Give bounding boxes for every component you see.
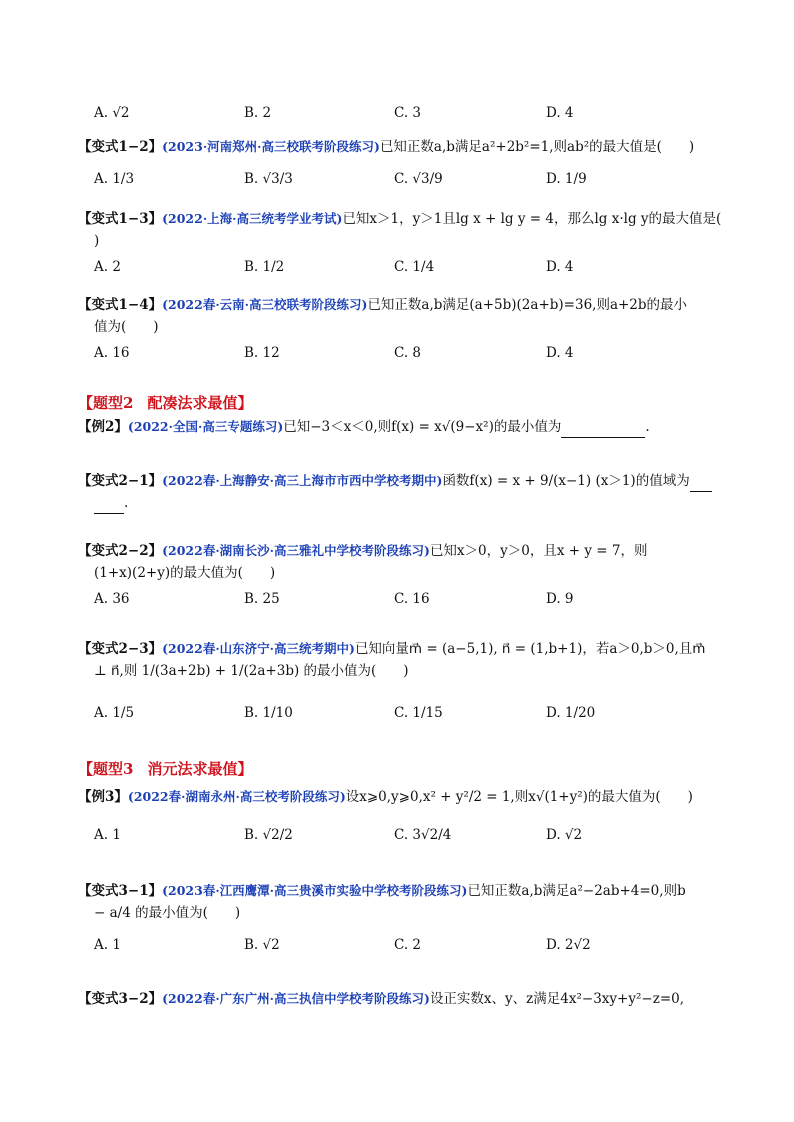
option-b: B. 1/10 — [244, 705, 293, 721]
question-tag: 【变式2−3】 — [78, 641, 163, 657]
question-source: (2022·全国·高三专题练习) — [127, 419, 284, 434]
option-b: B. √2 — [244, 937, 280, 953]
option-c: C. 1/15 — [394, 705, 443, 721]
question-text-continued: 值为( ) — [94, 319, 159, 335]
option-d: D. √2 — [546, 827, 583, 843]
heading-label: 【题型3 — [78, 760, 134, 778]
question-text: 函数f(x) = x + 9/(x−1) (x＞1)的值域为 — [442, 473, 690, 489]
question-text: 已知正数a,b满足(a+5b)(2a+b)=36,则a+2b的最小 — [367, 297, 688, 313]
option-b: B. √2/2 — [244, 827, 293, 843]
question-source: (2023·河南郑州·高三校联考阶段练习) — [162, 139, 380, 154]
options-example-3 — [94, 820, 734, 850]
option-d: D. 1/9 — [546, 171, 587, 187]
options-variant-1-2 — [94, 164, 734, 194]
heading-label: 【题型2 — [78, 394, 134, 412]
option-c: C. 2 — [394, 937, 422, 953]
question-example-3 — [78, 786, 728, 808]
options-variant-2-3 — [94, 698, 734, 728]
option-b: B. 12 — [244, 345, 280, 361]
section-heading-type-2 — [78, 392, 252, 413]
option-c: C. 8 — [394, 345, 422, 361]
option-d: D. 4 — [546, 105, 574, 121]
option-a: A. 2 — [94, 259, 121, 275]
question-source: (2022春·广东广州·高三执信中学校考阶段练习) — [162, 991, 430, 1006]
option-a: A. 1/5 — [94, 705, 135, 721]
question-text-continued: ⊥ n⃗,则 1/(3a+2b) + 1/(2a+3b) 的最小值为( ) — [94, 663, 409, 679]
option-d: D. 4 — [546, 345, 574, 361]
question-text: 已知x＞0，y＞0，且x + y = 7，则 — [429, 543, 648, 559]
option-d: D. 4 — [546, 259, 574, 275]
question-text-continued: − a/4 的最小值为( ) — [94, 905, 241, 921]
answer-blank[interactable] — [561, 423, 645, 438]
option-c: C. 1/4 — [394, 259, 435, 275]
question-source: (2022春·山东济宁·高三统考期中) — [162, 641, 355, 656]
question-variant-1-3 — [78, 208, 728, 252]
option-b: B. 2 — [244, 105, 272, 121]
question-variant-3-2 — [78, 988, 728, 1010]
heading-title: 配凑法求最值】 — [147, 394, 253, 412]
question-text: 已知向量m⃗ = (a−5,1), n⃗ = (1,b+1)，若a＞0,b＞0,且m⃗ — [354, 641, 706, 657]
question-tag: 【变式1−3】 — [78, 211, 163, 227]
option-c: C. 16 — [394, 591, 430, 607]
question-source: (2022春·湖南永州·高三校考阶段练习) — [127, 789, 346, 804]
option-a: A. 1/3 — [94, 171, 135, 187]
answer-blank[interactable] — [690, 477, 712, 492]
question-text: 已知正数a,b满足a²+2b²=1,则ab²的最大值是( ) — [379, 139, 695, 155]
question-text-continued — [78, 492, 728, 514]
question-text-continued: (1+x)(2+y)的最大值为( ) — [94, 565, 276, 581]
option-c: C. 3√2/4 — [394, 827, 452, 843]
question-tag: 【变式3−2】 — [78, 991, 163, 1007]
question-text: 设正实数x、y、z满足4x²−3xy+y²−z=0, — [429, 991, 685, 1007]
question-source: (2022·上海·高三统考学业考试) — [162, 211, 343, 226]
option-a: A. √2 — [94, 105, 130, 121]
question-source: (2022春·上海静安·高三上海市市西中学校考期中) — [162, 473, 443, 488]
question-variant-3-1 — [78, 880, 728, 924]
question-text: 设x⩾0,y⩾0,x² + y²/2 = 1,则x√(1+y²)的最大值为( ) — [345, 789, 693, 805]
question-variant-1-2 — [78, 136, 728, 158]
question-text: 已知−3＜x＜0,则f(x) = x√(9−x²)的最小值为 — [283, 419, 562, 435]
option-b: B. 25 — [244, 591, 280, 607]
question-text-continued: ) — [94, 233, 100, 249]
question-tag: 【变式2−2】 — [78, 543, 163, 559]
options-row-1 — [94, 98, 734, 128]
question-tag: 【变式2−1】 — [78, 473, 163, 489]
option-c: C. 3 — [394, 105, 422, 121]
question-end: . — [645, 419, 650, 435]
question-variant-1-4 — [78, 294, 728, 338]
question-end: . — [124, 495, 129, 511]
question-source: (2023春·江西鹰潭·高三贵溪市实验中学校考阶段练习) — [162, 883, 468, 898]
option-a: A. 1 — [94, 827, 121, 843]
question-tag: 【例3】 — [78, 789, 128, 805]
question-example-2 — [78, 416, 728, 438]
options-variant-1-4 — [94, 338, 734, 368]
question-text: 已知x＞1，y＞1且lg x + lg y = 4，那么lg x·lg y的最大值是( — [342, 211, 722, 227]
option-d: D. 1/20 — [546, 705, 596, 721]
option-d: D. 2√2 — [546, 937, 591, 953]
options-variant-3-1 — [94, 930, 734, 960]
question-tag: 【变式1−2】 — [78, 139, 163, 155]
section-heading-type-3 — [78, 758, 252, 779]
question-variant-2-2 — [78, 540, 728, 584]
heading-title: 消元法求最值】 — [147, 760, 253, 778]
question-tag: 【变式1−4】 — [78, 297, 163, 313]
question-tag: 【例2】 — [78, 419, 128, 435]
options-variant-2-2 — [94, 584, 734, 614]
option-d: D. 9 — [546, 591, 574, 607]
option-a: A. 16 — [94, 345, 130, 361]
option-b: B. √3/3 — [244, 171, 293, 187]
options-variant-1-3 — [94, 252, 734, 282]
option-b: B. 1/2 — [244, 259, 285, 275]
option-a: A. 36 — [94, 591, 130, 607]
answer-blank-continued[interactable] — [94, 499, 124, 514]
question-variant-2-1 — [78, 470, 728, 514]
question-tag: 【变式3−1】 — [78, 883, 163, 899]
question-source: (2022春·云南·高三校联考阶段练习) — [162, 297, 368, 312]
question-text: 已知正数a,b满足a²−2ab+4=0,则b — [467, 883, 686, 899]
option-a: A. 1 — [94, 937, 121, 953]
question-variant-2-3 — [78, 638, 728, 682]
option-c: C. √3/9 — [394, 171, 443, 187]
question-source: (2022春·湖南长沙·高三雅礼中学校考阶段练习) — [162, 543, 430, 558]
